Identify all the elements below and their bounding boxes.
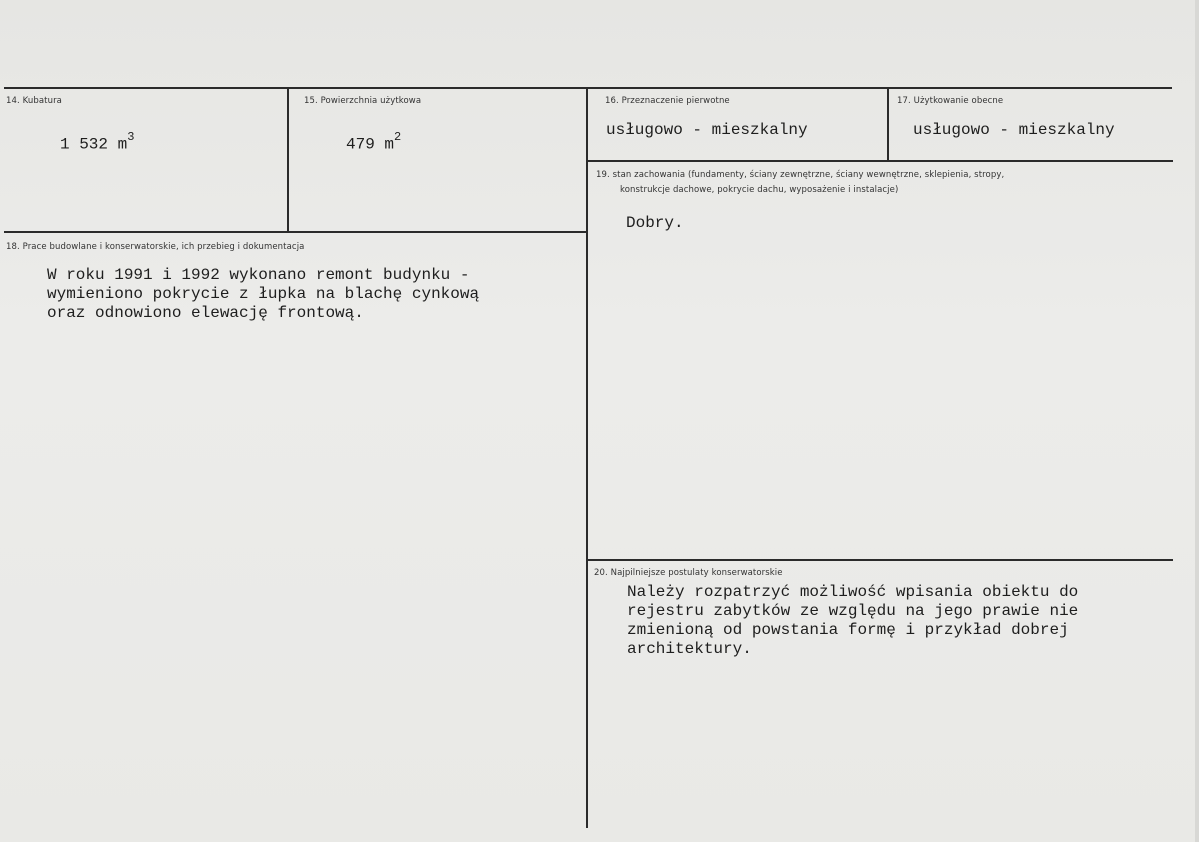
main-column-divider	[586, 88, 588, 828]
field-19-label-line-2: konstrukcje dachowe, pokrycie dachu, wyposażenie i instalacje)	[620, 185, 899, 195]
field-16-value: usługowo - mieszkalny	[606, 121, 808, 139]
field-14-exponent: 3	[127, 130, 135, 144]
sheet-edge	[1195, 0, 1199, 842]
field-16-label: 16. Przeznaczenie pierwotne	[605, 96, 730, 106]
field-15-value	[346, 132, 401, 153]
rule-under-16-17	[588, 160, 1173, 162]
field-20-line: zmienioną od powstania formę i przykład dobrej	[627, 621, 1069, 639]
field-20-text	[627, 583, 1078, 659]
field-15-exponent: 2	[394, 130, 402, 144]
field-20-line: Należy rozpatrzyć możliwość wpisania obiektu do	[627, 583, 1079, 601]
rule-under-14-15	[4, 231, 587, 233]
field-19-value: Dobry.	[626, 214, 684, 232]
field-20-line: rejestru zabytków ze względu na jego prawie nie	[627, 602, 1079, 620]
field-18-line: W roku 1991 i 1992 wykonano remont budynku -	[47, 266, 470, 284]
field-18-text	[47, 266, 479, 323]
field-14-number: 1 532 m	[60, 135, 128, 154]
field-14-label: 14. Kubatura	[6, 96, 62, 106]
field-17-label: 17. Użytkowanie obecne	[897, 96, 1004, 106]
field-15-label: 15. Powierzchnia użytkowa	[304, 96, 422, 106]
field-15-number: 479 m	[346, 135, 395, 154]
divider-16-17	[887, 88, 889, 161]
field-14-value	[60, 132, 134, 153]
rule-above-20	[588, 559, 1173, 561]
top-rule	[4, 87, 1172, 89]
field-20-line: architektury.	[627, 640, 752, 658]
field-18-label: 18. Prace budowlane i konserwatorskie, ich przebieg i dokumentacja	[6, 242, 305, 252]
field-18-line: oraz odnowiono elewację frontową.	[47, 304, 364, 322]
field-19-label-line-1: 19. stan zachowania (fundamenty, ściany zewnętrzne, ściany wewnętrzne, sklepienia, stropy,	[596, 170, 1005, 180]
field-20-label: 20. Najpilniejsze postulaty konserwatorskie	[594, 568, 783, 578]
divider-14-15	[287, 88, 289, 233]
field-17-value: usługowo - mieszkalny	[913, 121, 1115, 139]
field-18-line: wymieniono pokrycie z łupka na blachę cynkową	[47, 285, 480, 303]
